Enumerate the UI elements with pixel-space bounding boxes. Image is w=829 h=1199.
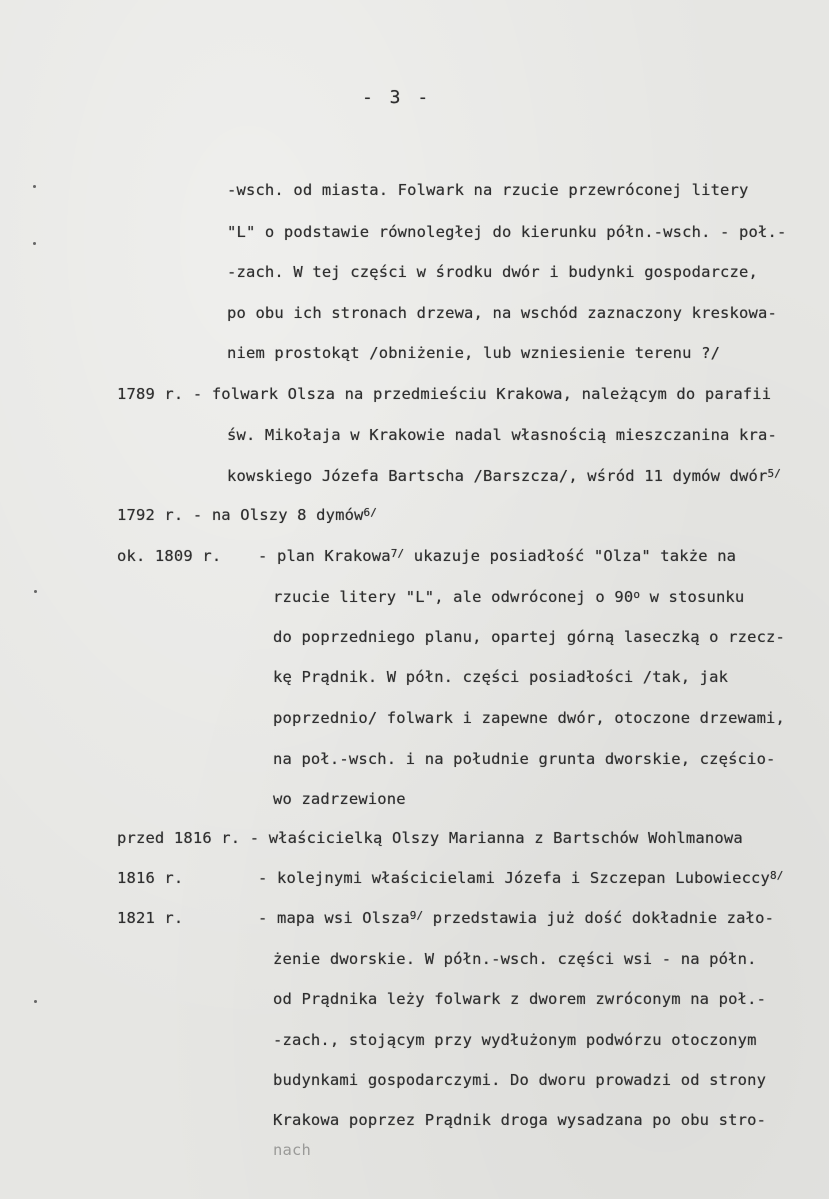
text-line: kę Prądnik. W półn. części posiadłości /tak, jak <box>273 668 729 686</box>
margin-dot <box>34 590 37 593</box>
text-span: kowskiego Józefa Bartscha /Barszcza/, wśród 11 dymów dwór <box>227 467 768 485</box>
text-span: - kolejnymi właścicielami Józefa i Szczepan Lubowieccy <box>258 869 771 887</box>
degree-marker: o <box>633 588 641 601</box>
footnote-marker: 7/ <box>390 547 405 560</box>
footnote-marker: 5/ <box>767 467 782 480</box>
text-line <box>258 908 774 930</box>
text-line: budynkami gospodarczymi. Do dworu prowadzi od strony <box>273 1071 767 1089</box>
margin-dot <box>34 1000 37 1003</box>
text-line <box>273 587 744 609</box>
text-line: do poprzedniego planu, opartej górną laseczką o rzecz- <box>273 628 786 646</box>
page-number: - 3 - <box>362 87 432 108</box>
entry-date: 1821 r. <box>117 909 184 927</box>
text-line: św. Mikołaja w Krakowie nadal własnością mieszczanina kra- <box>227 426 777 444</box>
text-line <box>258 868 784 890</box>
text-line: poprzednio/ folwark i zapewne dwór, otoczone drzewami, <box>273 709 786 727</box>
text-line: żenie dworskie. W półn.-wsch. części wsi - na półn. <box>273 950 757 968</box>
text-line: Krakowa poprzez Prądnik droga wysadzana po obu stro- <box>273 1111 767 1129</box>
text-line: przed 1816 r. - właścicielką Olszy Marianna z Bartschów Wohlmanowa <box>117 829 743 847</box>
text-line: niem prostokąt /obniżenie, lub wzniesienie terenu ?/ <box>227 344 721 362</box>
text-span: ukazuje posiadłość "Olza" także na <box>404 547 737 565</box>
footnote-marker: 6/ <box>363 506 378 519</box>
text-line: wo zadrzewione <box>273 790 406 808</box>
text-line: na poł.-wsch. i na południe grunta dworskie, częścio- <box>273 750 776 768</box>
text-line: -zach. W tej części w środku dwór i budynki gospodarcze, <box>227 263 758 281</box>
text-span: rzucie litery "L", ale odwróconej o 90 <box>273 588 634 606</box>
margin-dot <box>33 185 36 188</box>
text-line: nach <box>273 1141 311 1159</box>
text-span: przedstawia już dość dokładnie zało- <box>423 909 775 927</box>
text-line: -wsch. od miasta. Folwark na rzucie przewróconej litery <box>227 181 749 199</box>
text-line: -zach., stojącym przy wydłużonym podwórzu otoczonym <box>273 1031 757 1049</box>
footnote-marker: 9/ <box>409 909 424 922</box>
text-span: w stosunku <box>640 588 745 606</box>
text-line <box>258 546 736 568</box>
text-span: - plan Krakowa <box>258 547 391 565</box>
text-line <box>117 505 377 527</box>
text-span: - mapa wsi Olsza <box>258 909 410 927</box>
text-line: od Prądnika leży folwark z dworem zwróconym na poł.- <box>273 990 767 1008</box>
entry-date: ok. 1809 r. <box>117 547 222 565</box>
text-line <box>227 466 781 488</box>
text-line: 1789 r. - folwark Olsza na przedmieściu Krakowa, należącym do parafii <box>117 385 772 403</box>
text-span: 1792 r. - na Olszy 8 dymów <box>117 506 364 524</box>
text-line: "L" o podstawie równoległej do kierunku półn.-wsch. - poł.- <box>227 223 787 241</box>
text-line: po obu ich stronach drzewa, na wschód zaznaczony kreskowa- <box>227 304 777 322</box>
entry-date: 1816 r. <box>117 869 184 887</box>
footnote-marker: 8/ <box>770 869 784 882</box>
margin-dot <box>33 242 36 245</box>
